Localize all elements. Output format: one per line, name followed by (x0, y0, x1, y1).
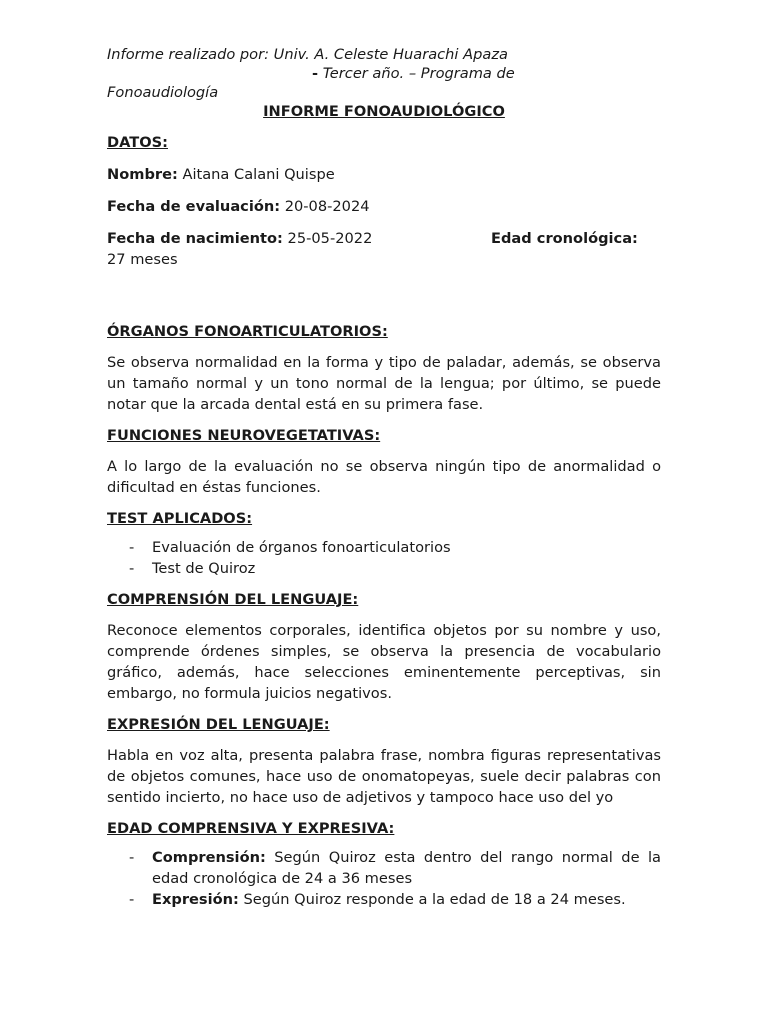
funciones-heading: FUNCIONES NEUROVEGETATIVAS: (107, 427, 381, 444)
fecha-evaluacion-label: Fecha de evaluación: (107, 198, 281, 215)
fecha-evaluacion-row (107, 196, 661, 217)
edad-heading: EDAD COMPRENSIVA Y EXPRESIVA: (107, 820, 395, 837)
edad-list (107, 847, 661, 910)
list-item-text: Evaluación de órganos fonoarticulatorios (152, 539, 451, 556)
dash-bullet: - (129, 849, 135, 866)
fecha-nacimiento-block (107, 228, 661, 270)
list-item (107, 537, 661, 558)
program-text: Fonoaudiología (107, 84, 219, 101)
organos-text: Se observa normalidad en la forma y tipo de paladar, además, se observa un tamaño normal y un tono normal de la lengua; por último, se puede notar que la arcada dental está en su primera fase. (107, 354, 661, 413)
report-title: INFORME FONOAUDIOLÓGICO (263, 103, 505, 120)
edad-cronologica-label: Edad cronológica: (491, 230, 638, 247)
document-body (107, 45, 661, 910)
dash-bullet: - (129, 560, 135, 577)
nombre-row (107, 164, 661, 185)
edad-cronologica-value: 27 meses (107, 251, 178, 268)
fecha-nacimiento-value: 25-05-2022 (282, 230, 373, 247)
comprension-heading: COMPRENSIÓN DEL LENGUAJE: (107, 591, 359, 608)
year-program-text: Tercer año. – Programa de (318, 65, 515, 82)
year-dash: - (312, 65, 319, 82)
tests-heading: TEST APLICADOS: (107, 510, 253, 527)
comprension-text: Reconoce elementos corporales, identifica objetos por su nombre y uso, comprende órdenes simples, se observa la presencia de vocabulario gráfico, además, hace selecciones eminentemente perceptivas, sin embargo, no formula juicios negativos. (107, 622, 661, 702)
list-item-text: Test de Quiroz (152, 560, 256, 577)
tests-list (107, 537, 661, 579)
expresion-heading: EXPRESIÓN DEL LENGUAJE: (107, 716, 330, 733)
nombre-label: Nombre: (107, 166, 178, 183)
fecha-nacimiento-row (107, 228, 661, 249)
dash-bullet: - (129, 891, 135, 908)
fecha-nacimiento-cell (107, 228, 491, 249)
list-item (107, 847, 661, 889)
list-item-label: Comprensión: (152, 849, 266, 866)
expresion-text: Habla en voz alta, presenta palabra frase, nombra figuras representativas de objetos comunes, hace uso de onomatopeyas, suele decir palabras con sentido incierto, no hace uso de adjetivos y tampoco hace uso del yo (107, 747, 661, 806)
datos-heading: DATOS: (107, 134, 168, 151)
nombre-value: Aitana Calani Quispe (177, 166, 335, 183)
spacer (107, 270, 661, 311)
author-line (107, 45, 661, 64)
funciones-text: A lo largo de la evaluación no se observa ningún tipo de anormalidad o dificultad en éstas funciones. (107, 458, 661, 496)
year-program-line (107, 64, 661, 83)
fecha-evaluacion-value: 20-08-2024 (280, 198, 370, 215)
fecha-nacimiento-label: Fecha de nacimiento: (107, 230, 283, 247)
list-item-text: Según Quiroz esta dentro del rango normal de la edad cronológica de 24 a 36 meses (152, 849, 661, 887)
organos-heading: ÓRGANOS FONOARTICULATORIOS: (107, 323, 388, 340)
author-text: Informe realizado por: Univ. A. Celeste Huarachi Apaza (107, 46, 508, 63)
dash-bullet: - (129, 539, 135, 556)
list-item (107, 558, 661, 579)
list-item (107, 889, 661, 910)
list-item-text: Según Quiroz responde a la edad de 18 a 24 meses. (238, 891, 626, 908)
list-item-label: Expresión: (152, 891, 239, 908)
program-line (107, 83, 661, 102)
